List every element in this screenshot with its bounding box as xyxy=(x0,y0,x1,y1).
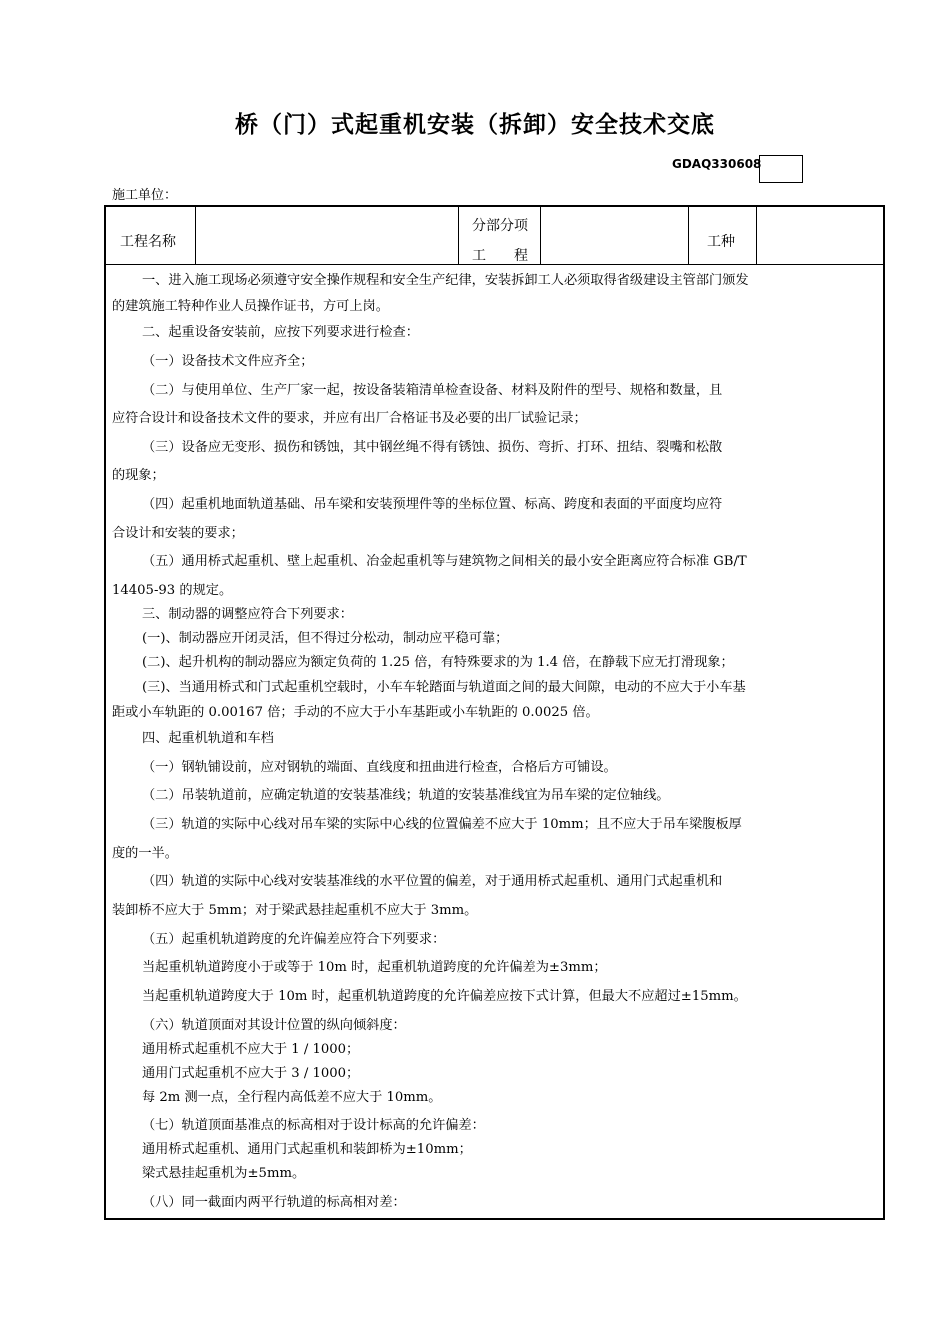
table-divider xyxy=(756,207,757,264)
body-line: （五）起重机轨道跨度的允许偏差应符合下列要求： xyxy=(142,932,446,947)
body-line: 通用门式起重机不应大于 3 / 1000； xyxy=(142,1066,360,1081)
body-line: （五）通用桥式起重机、壁上起重机、冶金起重机等与建筑物之间相关的最小安全距离应符合标准 GB/T xyxy=(142,554,747,569)
body-line: 当起重机轨道跨度小于或等于 10m 时，起重机轨道跨度的允许偏差为±3mm； xyxy=(142,960,607,975)
sub-project-field[interactable] xyxy=(543,209,686,262)
trade-field[interactable] xyxy=(759,209,879,262)
body-line: 14405-93 的规定。 xyxy=(112,583,233,598)
body-line: （一）设备技术文件应齐全； xyxy=(142,354,314,369)
body-line: （三）设备应无变形、损伤和锈蚀，其中钢丝绳不得有锈蚀、损伤、弯折、打环、扭结、裂嘴和松散 xyxy=(142,440,723,455)
sub-project-label-2: 工 程 xyxy=(472,248,528,264)
body-line: 当起重机轨道跨度大于 10m 时，起重机轨道跨度的允许偏差应按下式计算，但最大不应超过±15mm。 xyxy=(142,989,747,1004)
body-line: 通用桥式起重机不应大于 1 / 1000； xyxy=(142,1042,360,1057)
body-line: 二、起重设备安装前，应按下列要求进行检查： xyxy=(142,325,419,340)
code-box[interactable] xyxy=(759,155,803,183)
body-line: 通用桥式起重机、通用门式起重机和装卸桥为±10mm； xyxy=(142,1142,472,1157)
document-code: GDAQ330608 xyxy=(672,157,762,171)
trade-label: 工种 xyxy=(707,234,735,250)
body-line: （四）起重机地面轨道基础、吊车梁和安装预埋件等的坐标位置、标高、跨度和表面的平面度均应符 xyxy=(142,497,723,512)
body-line: 距或小车轨距的 0.00167 倍；手动的不应大于小车基距或小车轨距的 0.0025 倍。 xyxy=(112,705,599,720)
disclosure-table xyxy=(104,205,885,1220)
body-line: 装卸桥不应大于 5mm；对于梁武悬挂起重机不应大于 3mm。 xyxy=(112,903,478,918)
construction-unit-label: 施工单位： xyxy=(112,188,178,203)
body-line: （三）轨道的实际中心线对吊车梁的实际中心线的位置偏差不应大于 10mm；且不应大于吊车梁腹板厚 xyxy=(142,817,742,832)
body-line: （一）钢轨铺设前，应对钢轨的端面、直线度和扭曲进行检查，合格后方可铺设。 xyxy=(142,760,617,775)
body-line: (二)、起升机构的制动器应为额定负荷的 1.25 倍，有特殊要求的为 1.4 倍，在静载下应无打滑现象； xyxy=(142,655,734,670)
body-line: 每 2m 测一点，全行程内高低差不应大于 10mm。 xyxy=(142,1090,442,1105)
body-line: 三、制动器的调整应符合下列要求： xyxy=(142,607,353,622)
table-divider xyxy=(458,207,459,264)
body-line: 应符合设计和设备技术文件的要求，并应有出厂合格证书及必要的出厂试验记录； xyxy=(112,411,587,426)
body-line: 的建筑施工特种作业人员操作证书，方可上岗。 xyxy=(112,299,389,314)
body-line: 合设计和安装的要求； xyxy=(112,526,244,541)
body-line: （六）轨道顶面对其设计位置的纵向倾斜度： xyxy=(142,1018,406,1033)
body-line: （四）轨道的实际中心线对安装基准线的水平位置的偏差，对于通用桥式起重机、通用门式起重机和 xyxy=(142,874,723,889)
table-divider xyxy=(540,207,541,264)
body-line: （二）吊装轨道前，应确定轨道的安装基准线；轨道的安装基准线宜为吊车梁的定位轴线。 xyxy=(142,788,670,803)
project-name-label: 工程名称 xyxy=(120,234,176,250)
body-line: (三)、当通用桥式和门式起重机空载时，小车车轮踏面与轨道面之间的最大间隙，电动的不应大于小车基 xyxy=(142,680,746,695)
document-title: 桥（门）式起重机安装（拆卸）安全技术交底 xyxy=(235,112,715,138)
body-line: (一)、制动器应开闭灵活，但不得过分松动，制动应平稳可靠； xyxy=(142,631,509,646)
body-line: （七）轨道顶面基准点的标高相对于设计标高的允许偏差： xyxy=(142,1118,485,1133)
body-line: 一、进入施工现场必须遵守安全操作规程和安全生产纪律，安装拆卸工人必须取得省级建设主管部门颁发 xyxy=(142,273,749,288)
body-line: 四、起重机轨道和车档 xyxy=(142,731,274,746)
project-name-field[interactable] xyxy=(198,209,456,262)
body-line: （二）与使用单位、生产厂家一起，按设备装箱清单检查设备、材料及附件的型号、规格和数量，且 xyxy=(142,383,723,398)
table-divider xyxy=(688,207,689,264)
sub-project-label: 分部分项 xyxy=(472,218,528,234)
table-divider xyxy=(195,207,196,264)
body-line: 的现象； xyxy=(112,468,165,483)
body-line: 度的一半。 xyxy=(112,846,178,861)
body-line: 梁式悬挂起重机为±5mm。 xyxy=(142,1166,306,1181)
body-line: （八）同一截面内两平行轨道的标高相对差： xyxy=(142,1195,406,1210)
